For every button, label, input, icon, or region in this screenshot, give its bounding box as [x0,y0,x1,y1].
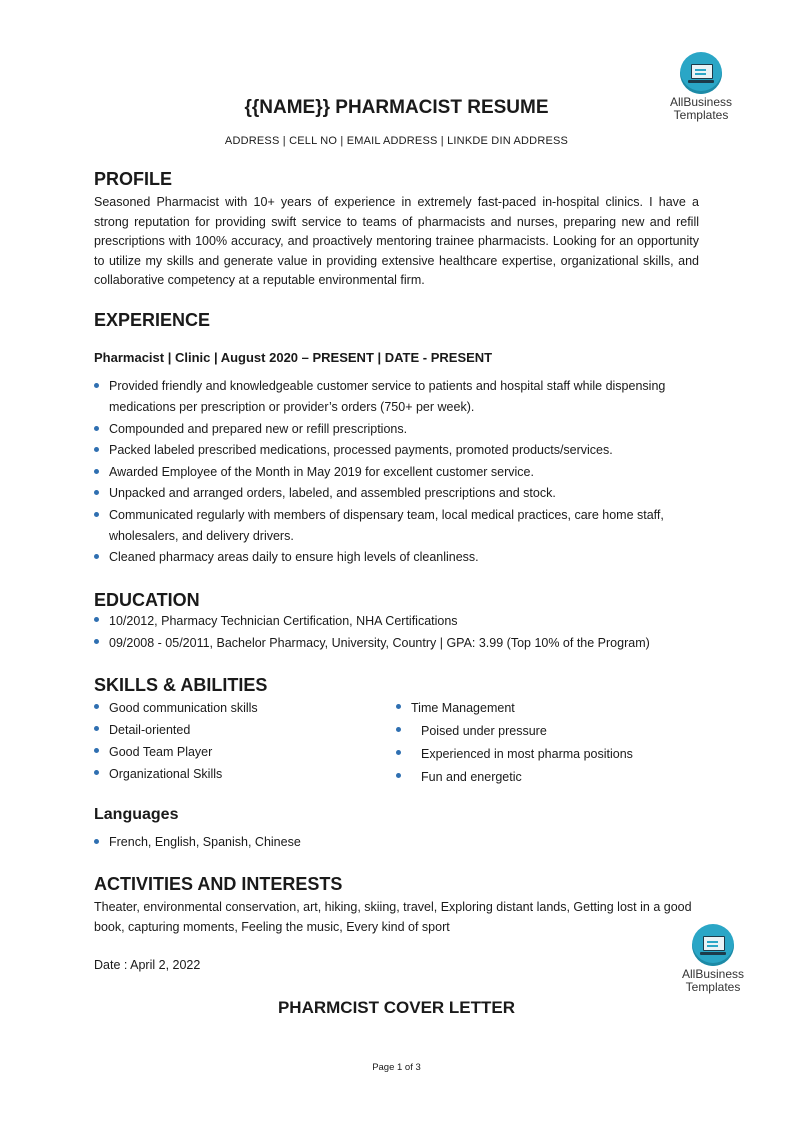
logo-line2: Templates [685,980,741,994]
list-item: Cleaned pharmacy areas daily to ensure high levels of cleanliness. [94,547,694,568]
languages-heading: Languages [94,806,179,823]
logo-line2: Templates [673,108,729,122]
list-item: French, English, Spanish, Chinese [94,832,494,852]
page-number: Page 1 of 3 [372,1062,421,1073]
list-item: Communicated regularly with members of dispensary team, local medical practices, care home staff, wholesalers, and delivery drivers. [94,505,694,547]
activities-heading: ACTIVITIES AND INTERESTS [94,874,343,894]
list-item: 09/2008 - 05/2011, Bachelor Pharmacy, University, Country | GPA: 3.99 (Top 10% of the Program) [94,632,734,654]
skills-right-list [396,697,726,789]
list-item: Good Team Player [94,741,374,763]
list-item: Compounded and prepared new or refill prescriptions. [94,419,694,440]
list-item: Awarded Employee of the Month in May 2019 for excellent customer service. [94,462,694,483]
logo-line1: AllBusiness [681,967,745,981]
list-item: 10/2012, Pharmacy Technician Certification, NHA Certifications [94,610,734,632]
profile-heading: PROFILE [94,169,173,189]
experience-list [94,376,694,569]
bottom-logo [668,924,758,994]
list-item: Detail-oriented [94,719,374,741]
logo-text [668,968,758,994]
skills-left-list [94,697,374,785]
education-list [94,610,734,654]
profile-text: Seasoned Pharmacist with 10+ years of experience in extremely fast-paced in-hospital clinics. I have a strong reputation for providing swift service to teams of pharmacists and nurses, preparing new and refill prescriptions with 100% accuracy, and proactively mentoring trainee pharmacists. Looking for an opportunity to utilize my skills and generate value in providing extensive healthcare expertise, organizational skills, and collaborative competency at a reputable environmental firm. [94,195,699,287]
laptop-icon [680,52,722,94]
laptop-icon [692,924,734,966]
list-item: Time Management [396,697,726,720]
education-heading: EDUCATION [94,590,200,610]
date-line: Date : April 2, 2022 [94,958,201,972]
languages-list [94,832,494,852]
list-item: Organizational Skills [94,763,374,785]
logo-line1: AllBusiness [669,95,733,109]
list-item: Experienced in most pharma positions [396,743,726,766]
list-item: Packed labeled prescribed medications, processed payments, promoted products/services. [94,440,694,461]
job-title: Pharmacist | Clinic | August 2020 – PRESENT | DATE - PRESENT [94,350,493,365]
list-item: Fun and energetic [396,766,726,789]
list-item: Good communication skills [94,697,374,719]
list-item: Provided friendly and knowledgeable customer service to patients and hospital staff while dispensing medications per prescription or provider’s orders (750+ per week). [94,376,694,418]
skills-heading: SKILLS & ABILITIES [94,675,268,695]
experience-heading: EXPERIENCE [94,310,211,330]
list-item: Unpacked and arranged orders, labeled, and assembled prescriptions and stock. [94,483,694,504]
contact-line: ADDRESS | CELL NO | EMAIL ADDRESS | LINKDE DIN ADDRESS [224,135,569,147]
cover-letter-title: PHARMCIST COVER LETTER [277,998,516,1017]
list-item: Poised under pressure [396,720,726,743]
resume-title: {{NAME}} PHARMACIST RESUME [244,97,549,118]
activities-text: Theater, environmental conservation, art, hiking, skiing, travel, Exploring distant lands, Getting lost in a good book, capturing moments, Feeling the music, Every kind of sport [94,900,692,934]
